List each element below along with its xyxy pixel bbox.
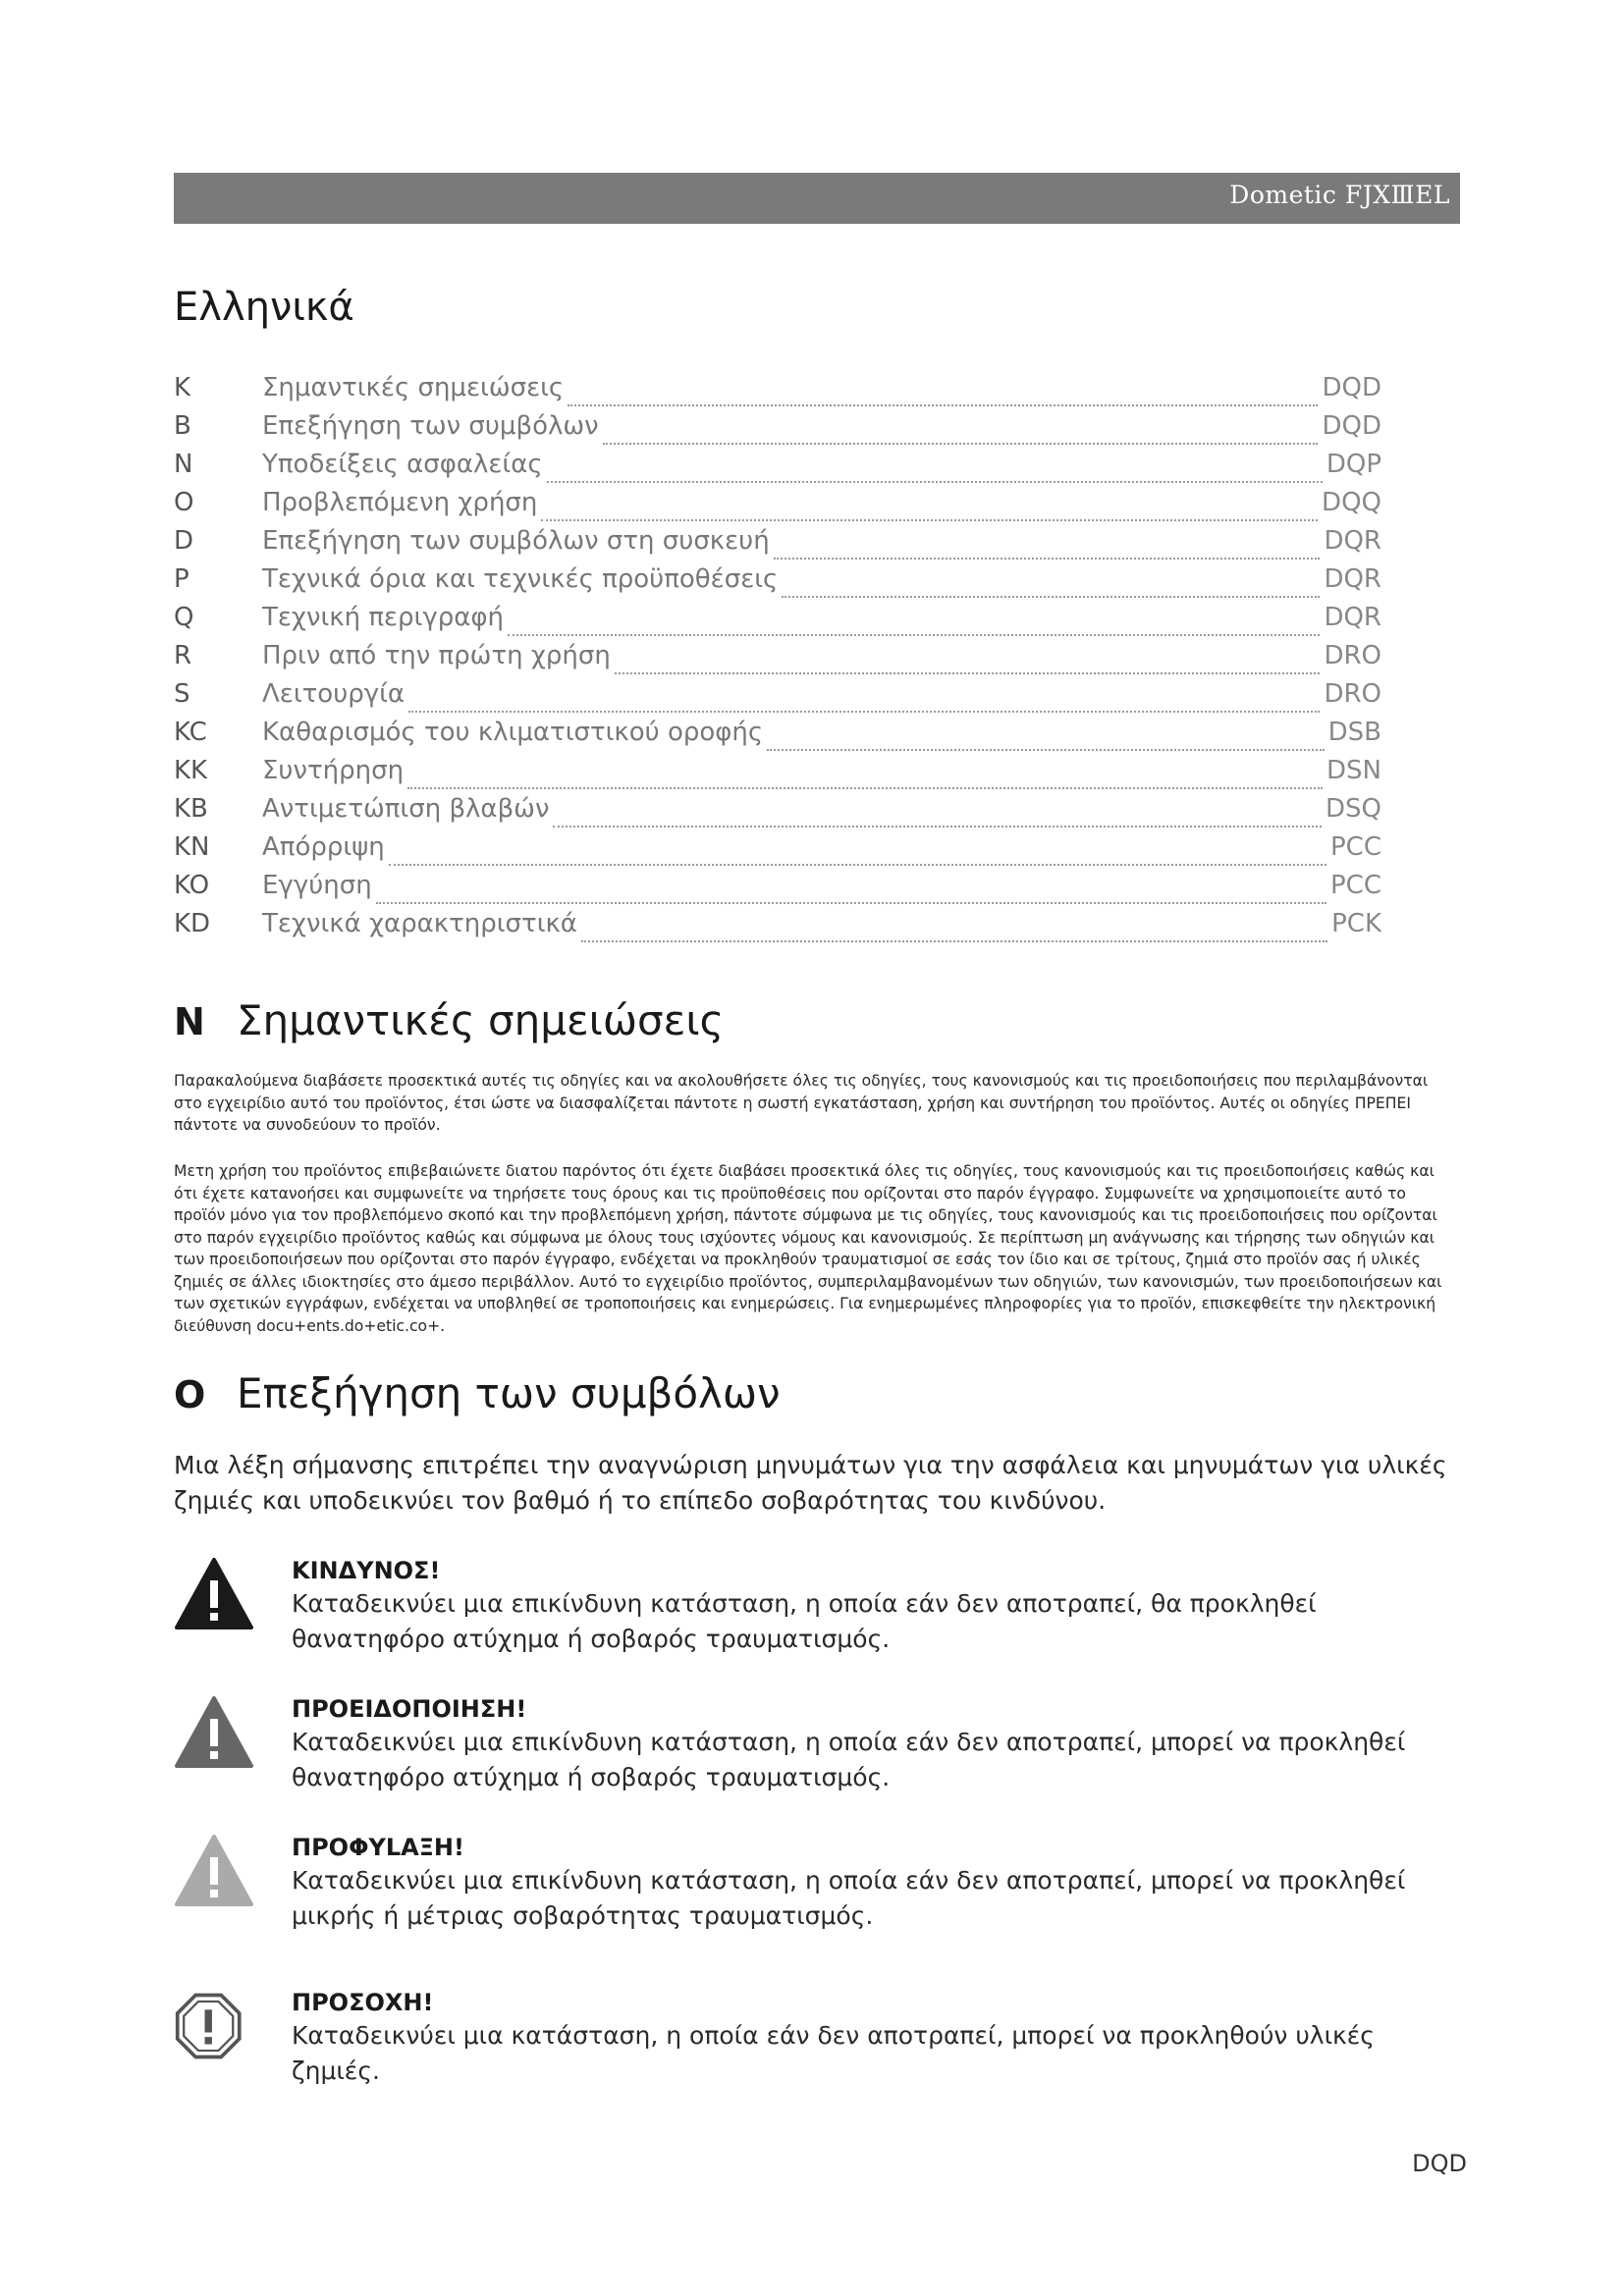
- toc-entry-title: Επεξήγηση των συμβόλων: [262, 411, 599, 441]
- section-number: N: [174, 1000, 205, 1043]
- toc-entry-page: DSB: [1327, 718, 1381, 747]
- toc-leader-dots: [603, 429, 1319, 445]
- toc-entry[interactable]: [174, 526, 1381, 564]
- toc-entry-title: Σημαντικές σημειώσεις: [262, 373, 565, 402]
- section-heading-important-notes: [174, 996, 724, 1044]
- toc-entry[interactable]: [174, 909, 1381, 947]
- toc-entry-number: KN: [174, 832, 210, 862]
- toc-entry-title: Αντιμετώπιση βλαβών: [262, 794, 550, 824]
- toc-entry-number: KK: [174, 756, 208, 785]
- toc-entry-page: DRO: [1324, 641, 1381, 670]
- toc-entry[interactable]: [174, 794, 1381, 832]
- toc-entry-page: DQR: [1324, 526, 1381, 556]
- toc-leader-dots: [389, 850, 1326, 866]
- toc-entry-page: DRO: [1324, 679, 1381, 709]
- important-notes-paragraph-2: Μετη χρήση του προϊόντος επιβεβαιώνετε διατου παρόντος ότι έχετε διαβάσει προσεκτικά όλες τις οδηγίες, τους κανονισμούς και τις προειδοποιήσεις καθώς και ότι έχετε κατανοήσει και συμφωνείτε να τηρήσετε τους όρους και τις προϋποθέσεις που ορίζονται στο παρόν έγγραφο. Συμφωνείτε να χρησιμοποιείτε αυτό το προϊόν μόνο για τον προβλεπόμενο σκοπό και την προβλεπόμενη χρήση, πάντοτε σύμφωνα με τις οδηγίες, τους κανονισμούς και τις προειδοποιήσεις που ορίζονται στο παρόν εγχειρίδιο προϊόντος καθώς και σύμφωνα με όλους τους ισχύοντες νόμους και κανονισμούς. Σε περίπτωση μη ανάγνωσης και τήρησης των οδηγιών και των προειδοποιήσεων που ορίζονται στο παρόν έγγραφο, ενδέχεται να προκληθούν τραυματισμοί σε εσάς τον ίδιο και σε τρίτους, ζημιά στο προϊόν σας ή υλικές ζημιές σε άλλες ιδιοκτησίες στο άμεσο περιβάλλον. Αυτό το εγχειρίδιο προϊόντος, συμπεριλαμβανομένων των οδηγιών, των κανονισμών, των προειδοποιήσεων και των σχετικών εγγράφων, ενδέχεται να υποβληθεί σε τροποποιήσεις και ενημερώσεις. Για ενημερωμένες πληροφορίες για το προϊόν, επισκεφθείτε την ηλεκτρονική διεύθυνση docu+ents.do+etic.co+.: [174, 1162, 1442, 1335]
- toc-entry-title: Εγγύηση: [262, 871, 372, 900]
- important-notes-paragraph-1: Παρακαλούμενα διαβάσετε προσεκτικά αυτές τις οδηγίες και να ακολουθήσετε όλες τις οδηγίες, τους κανονισμούς και τις προειδοποιήσεις που περιλαμβάνονται στο εγχειρίδιο αυτό του προϊόντος, έτσι ώστε να διασφαλίζεται πάντοτε η σωστή εγκατάσταση, χρήση και συντήρηση του προϊόντος. Αυτές οι οδηγίες ΠΡΕΠΕΙ πάντοτε να συνοδεύουν το προϊόν.: [174, 1072, 1429, 1134]
- toc-entry[interactable]: [174, 641, 1381, 679]
- section-title: Επεξήγηση των συμβόλων: [237, 1369, 781, 1417]
- toc-leader-dots: [774, 544, 1321, 560]
- toc-entry-number: KO: [174, 871, 210, 900]
- toc-entry-title: Λειτουργία: [262, 679, 406, 709]
- toc-entry-number: B: [174, 411, 191, 441]
- signal-label: ΚΙΝΔΥΝΟΣ!: [292, 1557, 441, 1584]
- toc-leader-dots: [767, 735, 1324, 751]
- danger-triangle-icon: [174, 1557, 254, 1631]
- toc-entry-number: KB: [174, 794, 208, 824]
- toc-entry-number: K: [174, 373, 191, 402]
- toc-leader-dots: [407, 774, 1323, 789]
- toc-entry-title: Πριν από την πρώτη χρήση: [262, 641, 611, 670]
- signal-description: Καταδεικνύει μια επικίνδυνη κατάσταση, η οποία εάν δεν αποτραπεί, μπορεί να προκληθεί θανατηφόρο ατύχημα ή σοβαρός τραυματισμός.: [292, 1728, 1406, 1791]
- signal-description: Καταδεικνύει μια επικίνδυνη κατάσταση, η οποία εάν δεν αποτραπεί, μπορεί να προκληθεί μικρής ή μέτριας σοβαρότητας τραυματισμός.: [292, 1866, 1406, 1930]
- toc-entry-page: DSN: [1326, 756, 1381, 785]
- toc-entry-page: PCK: [1331, 909, 1381, 938]
- toc-entry-number: D: [174, 526, 194, 556]
- toc-entry-page: DSQ: [1326, 794, 1381, 824]
- toc-entry[interactable]: [174, 450, 1381, 488]
- toc-entry-title: Συντήρηση: [262, 756, 405, 785]
- toc-leader-dots: [553, 812, 1322, 828]
- toc-entry-title: Τεχνικά χαρακτηριστικά: [262, 909, 577, 938]
- toc-entry[interactable]: [174, 488, 1381, 526]
- table-of-contents: [174, 373, 1381, 947]
- toc-entry-page: PCC: [1330, 832, 1381, 862]
- toc-entry-number: O: [174, 488, 194, 517]
- notice-octagon-icon: [174, 1989, 248, 2063]
- toc-entry-page: PCC: [1330, 871, 1381, 900]
- toc-entry-page: DQR: [1324, 564, 1381, 594]
- toc-entry[interactable]: [174, 603, 1381, 641]
- signal-label: ΠΡΟΣΟΧΗ!: [292, 1989, 434, 2016]
- toc-leader-dots: [376, 888, 1326, 904]
- toc-entry-title: Τεχνικά όρια και τεχνικές προϋποθέσεις: [262, 564, 779, 594]
- toc-entry-title: Υποδείξεις ασφαλείας: [262, 450, 543, 479]
- toc-entry-number: KC: [174, 718, 207, 747]
- toc-entry[interactable]: [174, 679, 1381, 718]
- toc-entry[interactable]: [174, 564, 1381, 603]
- toc-leader-dots: [541, 506, 1318, 521]
- section-heading-symbols: [174, 1369, 781, 1417]
- warning-triangle-icon: [174, 1695, 254, 1770]
- section-title: Σημαντικές σημειώσεις: [237, 996, 725, 1044]
- toc-entry[interactable]: [174, 832, 1381, 871]
- toc-entry-number: N: [174, 450, 193, 479]
- toc-entry-page: DQR: [1324, 603, 1381, 632]
- toc-leader-dots: [408, 697, 1320, 713]
- section-number: O: [174, 1373, 206, 1416]
- header-bar: [174, 173, 1460, 224]
- toc-entry-number: S: [174, 679, 190, 709]
- toc-entry-page: DQD: [1322, 411, 1381, 441]
- toc-entry-number: P: [174, 564, 189, 594]
- toc-entry[interactable]: [174, 718, 1381, 756]
- toc-entry-number: R: [174, 641, 192, 670]
- toc-leader-dots: [782, 582, 1320, 598]
- toc-entry[interactable]: [174, 871, 1381, 909]
- toc-entry-page: DQD: [1322, 373, 1381, 402]
- toc-entry[interactable]: [174, 756, 1381, 794]
- signal-label: ΠΡΟΕΙΔΟΠΟΙΗΣΗ!: [292, 1695, 527, 1723]
- symbols-intro-paragraph: Μια λέξη σήμανσης επιτρέπει την αναγνώριση μηνυμάτων για την ασφάλεια και μηνυμάτων για υλικές ζημιές και υποδεικνύει τον βαθμό ή το επίπεδο σοβαρότητας του κινδύνου.: [174, 1451, 1447, 1515]
- toc-leader-dots: [581, 927, 1327, 942]
- toc-leader-dots: [615, 659, 1321, 674]
- toc-leader-dots: [568, 391, 1318, 406]
- toc-entry[interactable]: [174, 411, 1381, 450]
- language-title: Ελληνικά: [174, 285, 354, 330]
- toc-entry-title: Προβλεπόμενη χρήση: [262, 488, 538, 517]
- toc-entry-number: KD: [174, 909, 211, 938]
- toc-entry-page: DQP: [1326, 450, 1381, 479]
- brand-header: Dometic FJXⅢEL: [1229, 181, 1450, 209]
- caution-triangle-icon: [174, 1834, 254, 1908]
- toc-leader-dots: [547, 467, 1323, 483]
- signal-label: ΠΡΟΦΥLAΞΗ!: [292, 1834, 464, 1861]
- signal-description: Καταδεικνύει μια κατάσταση, η οποία εάν δεν αποτραπεί, μπορεί να προκληθούν υλικές ζημιές.: [292, 2021, 1375, 2085]
- toc-entry-title: Καθαρισμός του κλιματιστικού οροφής: [262, 718, 764, 747]
- toc-entry-number: Q: [174, 603, 194, 632]
- toc-leader-dots: [508, 620, 1320, 636]
- toc-entry-title: Επεξήγηση των συμβόλων στη συσκευή: [262, 526, 770, 556]
- signal-description: Καταδεικνύει μια επικίνδυνη κατάσταση, η οποία εάν δεν αποτραπεί, θα προκληθεί θανατηφόρο ατύχημα ή σοβαρός τραυματισμός.: [292, 1589, 1317, 1653]
- toc-entry-title: Τεχνική περιγραφή: [262, 603, 505, 632]
- toc-entry[interactable]: [174, 373, 1381, 411]
- page-number: DQD: [1412, 2150, 1467, 2177]
- toc-entry-title: Απόρριψη: [262, 832, 385, 862]
- toc-entry-page: DQQ: [1322, 488, 1381, 517]
